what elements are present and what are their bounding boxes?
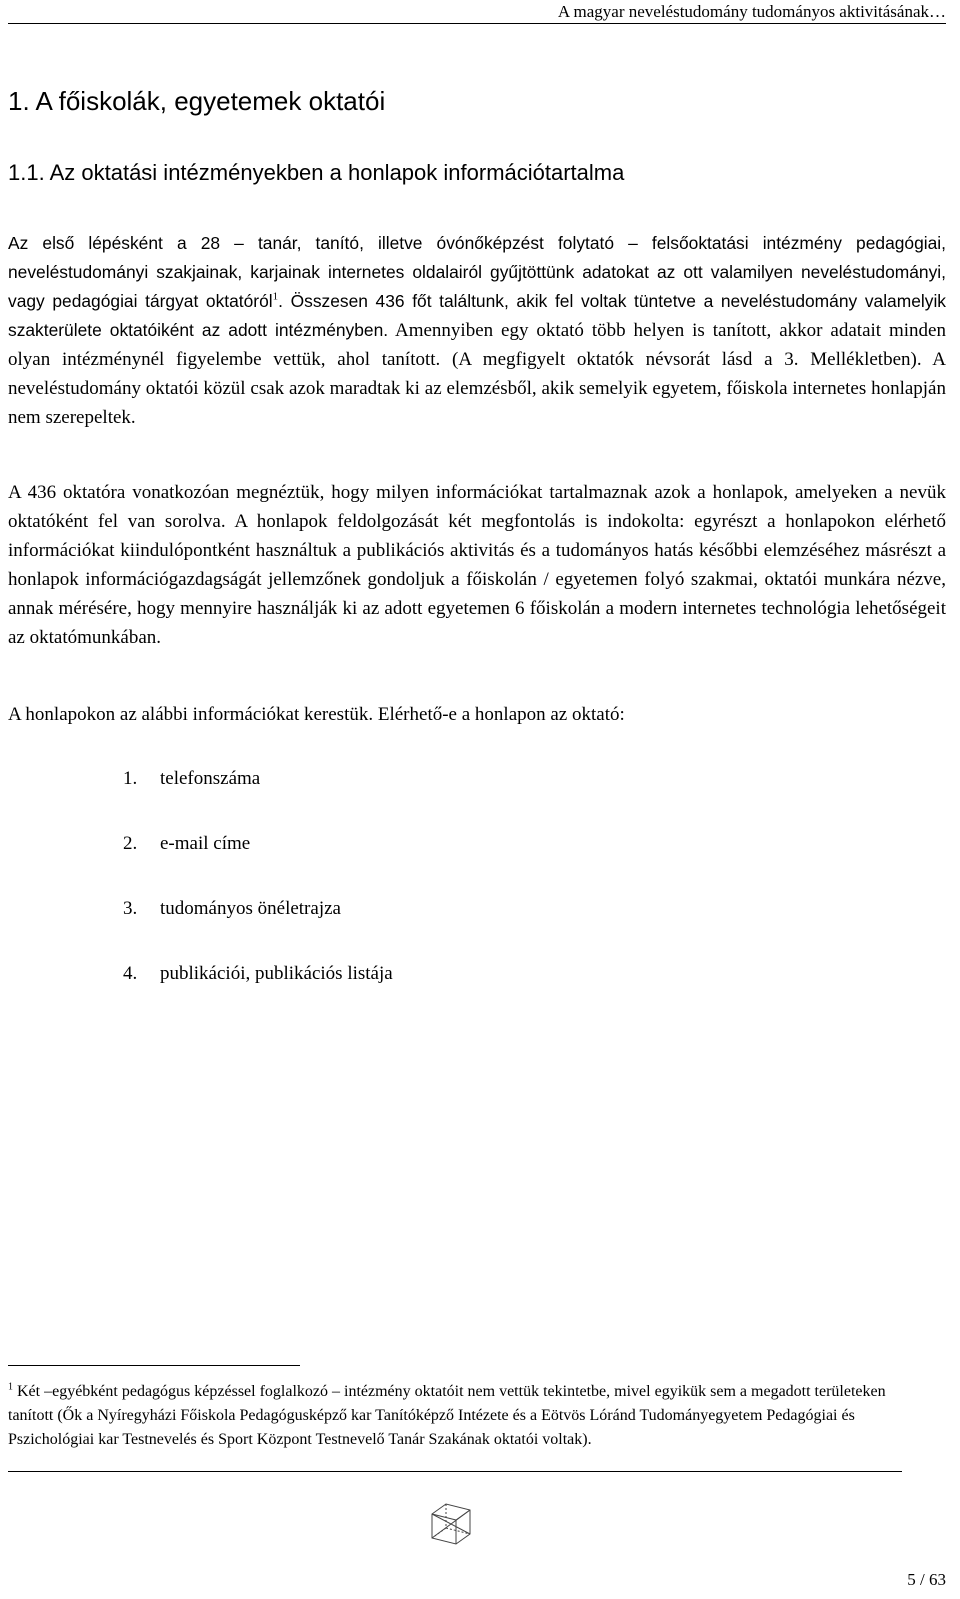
paragraph-intro-part2: . Összesen 436 főt találtunk, akik fel voltak tüntetve a neveléstudomány valamelyik szakterülete oktatóiként az adott intézményben.: [8, 291, 947, 340]
list-item: [123, 894, 393, 959]
list-item: [123, 959, 393, 1024]
list-item: [123, 829, 393, 894]
list-item-text: telefonszáma: [160, 768, 261, 789]
list-item-text: tudományos önéletrajza: [160, 898, 341, 919]
footnote-separator: [8, 1365, 300, 1366]
paragraph-intro: [8, 229, 946, 432]
paragraph-intro-part3: Amennyiben egy oktató több helyen is tanított, akkor adatait minden olyan intézménynél figyelembe vettük, ahol tanított. (A megfigyelt oktatók névsorát lásd a 3. Mellékletben). A neveléstudomány oktatói közül csak azok maradtak ki az elemzésből, akik semelyik egyetem, főiskola internetes honlapján nem szerepeltek.: [8, 320, 946, 428]
list-item-number: 3.: [123, 898, 138, 919]
subsection-title: 1.1. Az oktatási intézményekben a honlapok információtartalma: [8, 160, 625, 185]
running-header: A magyar neveléstudomány tudományos aktivitásának…: [557, 2, 946, 21]
paragraph-method: A 436 oktatóra vonatkozóan megnéztük, hogy milyen információkat tartalmaznak azok a honlapok, amelyeken a nevük oktatóként fel van sorolva. A honlapok feldolgozását két megfontolás is indokolta: egyrészt a honlapokon elérhető információkat kiindulópontként használtuk a publikációs aktivitás és a tudományos hatás későbbi elemzéséhez másrészt a honlapok információgazdagságát jellemzőnek gondoljuk a főiskolán / egyetemen folyó szakmai, oktatói munkára nézve, annak mérésére, hogy mennyire használják ki az adott egyetemen 6 főiskolán a modern internetes technológia lehetőségeit az oktatómunkában.: [8, 482, 946, 648]
paragraph-list-intro: A honlapokon az alábbi információkat kerestük. Elérhető-e a honlapon az oktató:: [8, 704, 625, 725]
list-item-text: publikációi, publikációs listája: [160, 963, 393, 984]
info-list: [123, 764, 393, 1024]
list-item-number: 1.: [123, 768, 138, 789]
footnote: [8, 1380, 908, 1452]
list-item: [123, 764, 393, 829]
footnote-reference[interactable]: 1: [272, 290, 279, 303]
wireframe-cube-icon: [428, 1500, 474, 1546]
page-number: 5 / 63: [907, 1570, 946, 1589]
list-item-number: 4.: [123, 963, 138, 984]
list-item-number: 2.: [123, 833, 138, 854]
footnote-end-rule: [8, 1471, 902, 1472]
footnote-marker: 1: [8, 1381, 13, 1393]
list-item-text: e-mail címe: [160, 833, 251, 854]
header-rule: [8, 23, 946, 24]
section-title: 1. A főiskolák, egyetemek oktatói: [8, 86, 386, 116]
footnote-text: Két –egyébként pedagógus képzéssel foglalkozó – intézmény oktatóit nem vettük tekintetbe, mivel egyikük sem a megadott területeken tanított (Ők a Nyíregyházi Főiskola Pedagógusképző kar Tanítóképző Intézete és a Eötvös Lóránd Tudományegyetem Pedagógiai és Pszichológiai kar Testnevelés és Sport Központ Testnevelő Tanár Szakának oktatói voltak).: [8, 1383, 886, 1448]
paragraph-intro-part1: Az első lépésként a 28 – tanár, tanító, illetve óvónőképzést folytató – felsőoktatási intézmény pedagógiai, neveléstudományi szakjainak, karjainak internetes oldalairól gyűjtöttünk adatokat az ott valamilyen neveléstudományi, vagy pedagógiai tárgyat oktatóról: [8, 233, 946, 311]
